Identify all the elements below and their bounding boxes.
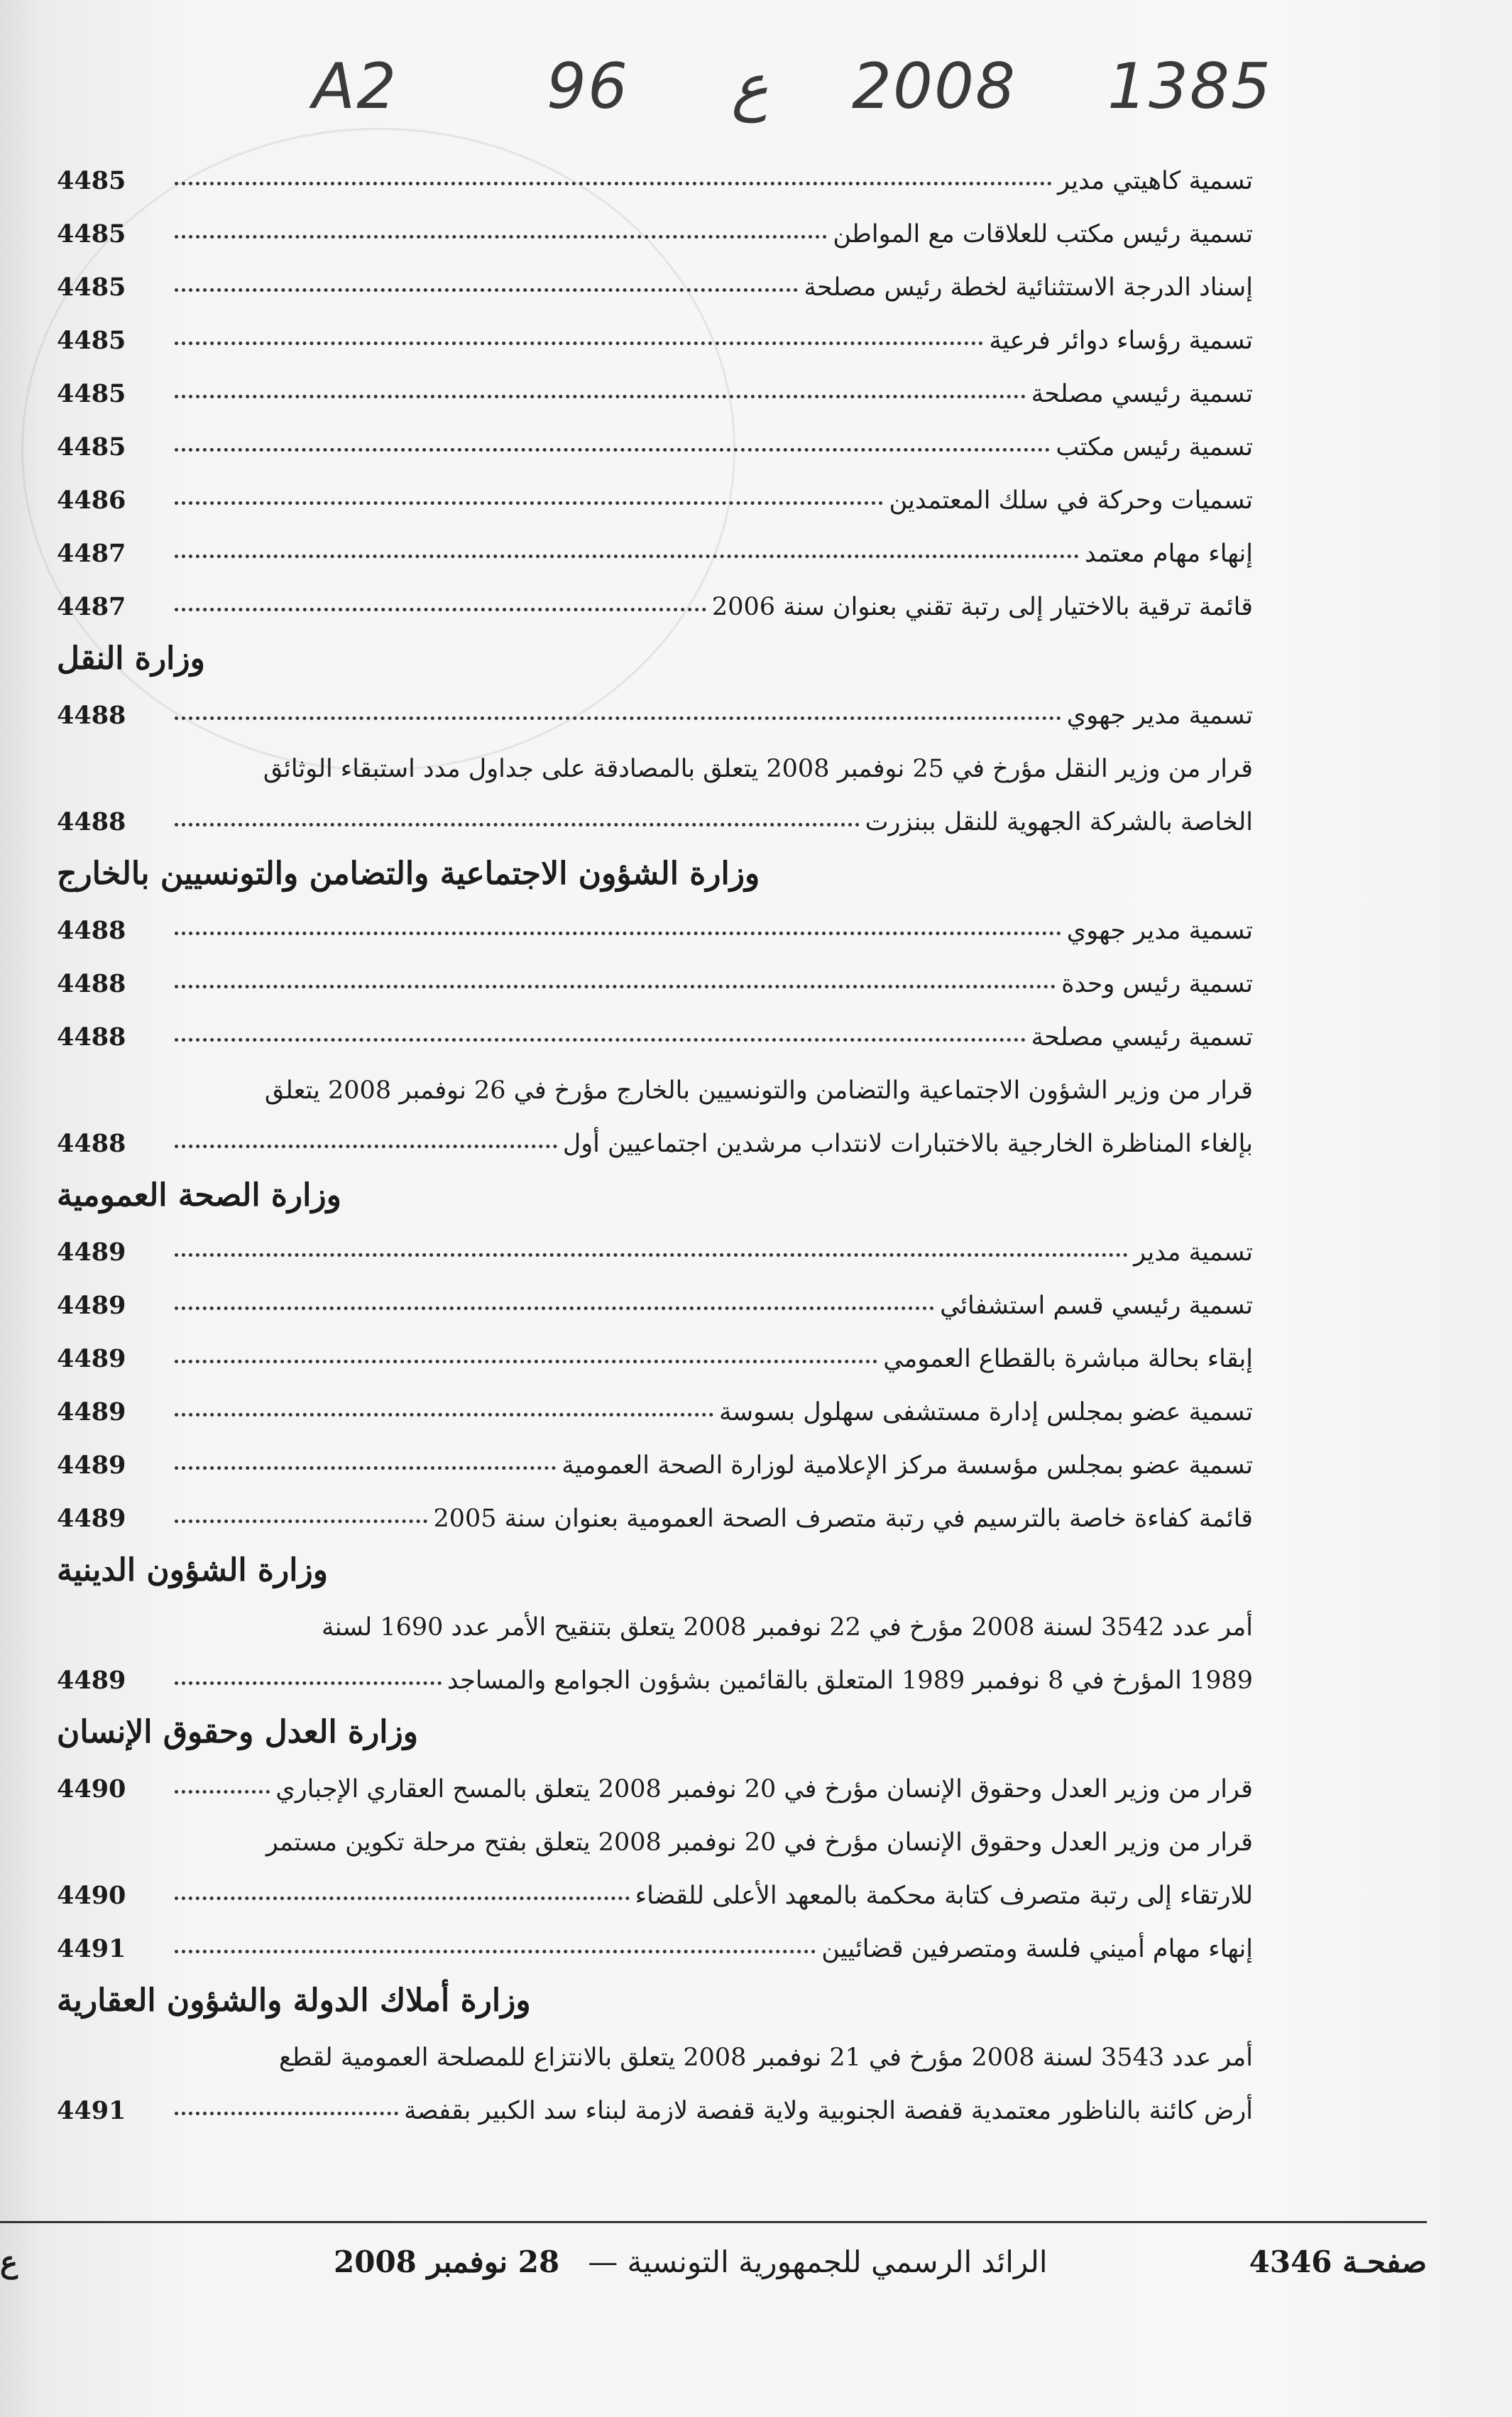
toc-entry-text: إنهاء مهام أميني فلسة ومتصرفين قضائيين [821, 1935, 1253, 1963]
section-heading [57, 1963, 1253, 2019]
toc-entry-text: تسمية رؤساء دوائر فرعية [989, 327, 1253, 355]
toc-entry-line [57, 998, 1253, 1052]
toc-entry-line [57, 1642, 1253, 1695]
toc-entry-text: للارتقاء إلى رتبة متصرف كتابة محكمة بالمعهد الأعلى للقضاء [635, 1882, 1253, 1910]
toc-entry-text: تسمية رئيس وحدة [1061, 970, 1253, 998]
section-heading-text: وزارة الشؤون الاجتماعية والتضامن والتونسيين بالخارج [57, 856, 760, 892]
toc-entry-line [57, 1373, 1253, 1426]
toc-page-number: 4485 [57, 166, 126, 195]
dot-leader [175, 932, 1061, 935]
dot-leader [175, 985, 1056, 988]
dot-leader [175, 1466, 556, 1470]
toc-entry-text: أمر عدد 3543 لسنة 2008 مؤرخ في 21 نوفمبر 2008 يتعلق بالانتزاع للمصلحة العمومية لقطع [278, 2044, 1253, 2072]
toc-page-number: 4487 [57, 592, 126, 621]
toc-page-number: 4489 [57, 1451, 126, 1480]
toc-entry-line [57, 408, 1253, 462]
dot-leader [175, 1360, 877, 1363]
toc-entry-line [57, 1910, 1253, 1963]
section-heading-text: وزارة العدل وحقوق الإنسان [57, 1714, 419, 1750]
dot-leader [175, 342, 983, 345]
toc-entry-text: 1989 المؤرخ في 8 نوفمبر 1989 المتعلق بالقائمين بشؤون الجوامع والمساجد [447, 1666, 1253, 1695]
toc-entry-line [57, 142, 1253, 195]
dot-leader [175, 1681, 442, 1685]
toc-entry-text: قائمة كفاءة خاصة بالترسيم في رتبة متصرف الصحة العمومية بعنوان سنة 2005 [433, 1505, 1253, 1533]
dot-leader [175, 555, 1079, 558]
toc-entry-line [57, 1213, 1253, 1267]
section-heading [57, 621, 1253, 677]
dot-leader [175, 448, 1050, 452]
footer-page-number: صفحـة 4346 [1249, 2244, 1427, 2279]
section-heading-text: وزارة أملاك الدولة والشؤون العقارية [57, 1982, 531, 2019]
dot-leader [175, 1413, 713, 1417]
toc-page-number: 4488 [57, 1022, 126, 1052]
toc-page-number: 4491 [57, 2096, 126, 2125]
toc-page-number: 4489 [57, 1504, 126, 1533]
toc-entry-line [57, 1750, 1253, 1804]
toc-page-number: 4485 [57, 432, 126, 462]
toc-page-number: 4485 [57, 273, 126, 302]
toc-entry-line [57, 249, 1253, 302]
toc-page-number: 4490 [57, 1774, 126, 1804]
toc-entry-line [57, 1588, 1253, 1642]
handwritten-year: 2008 [852, 50, 1017, 123]
page-footer [0, 2237, 1427, 2286]
dot-leader [175, 1253, 1128, 1257]
toc-entry-text: قائمة ترقية بالاختيار إلى رتبة تقني بعنوان سنة 2006 [711, 593, 1253, 621]
toc-entry-line [57, 1857, 1253, 1910]
toc-entry-text: تسمية عضو بمجلس مؤسسة مركز الإعلامية لوزارة الصحة العمومية [561, 1451, 1253, 1480]
toc-entry-line [57, 195, 1253, 249]
section-heading [57, 1533, 1253, 1588]
dot-leader [175, 235, 827, 239]
toc-page-number: 4486 [57, 486, 126, 515]
toc-entry-text: الخاصة بالشركة الجهوية للنقل ببنزرت [865, 808, 1253, 836]
toc-entry-text: قرار من وزير النقل مؤرخ في 25 نوفمبر 2008 يتعلق بالمصادقة على جداول مدد استبقاء الوثائق [263, 755, 1253, 783]
footer-date: 28 نوفمبر 2008 [334, 2244, 560, 2279]
dot-leader [175, 1038, 1026, 1042]
toc-entry-line [57, 2019, 1253, 2072]
toc-page-number: 4490 [57, 1881, 126, 1910]
toc-entry-line [57, 355, 1253, 408]
section-heading-text: وزارة الشؤون الدينية [57, 1552, 328, 1588]
toc-page-number: 4488 [57, 969, 126, 998]
toc-entry-text: تسمية مدير جهوي [1066, 702, 1253, 730]
toc-page-number: 4491 [57, 1934, 126, 1963]
toc-entry-text: تسميات وحركة في سلك المعتمدين [889, 486, 1253, 515]
handwritten-issue: 96 [547, 50, 629, 123]
handwritten-note [312, 28, 1320, 135]
toc-entry-text: قرار من وزير الشؤون الاجتماعية والتضامن والتونسيين بالخارج مؤرخ في 26 نوفمبر 2008 يتعلق [264, 1076, 1253, 1105]
toc-entry-text: قرار من وزير العدل وحقوق الإنسان مؤرخ في 20 نوفمبر 2008 يتعلق بالمسح العقاري الإجباري [275, 1775, 1253, 1804]
dot-leader [175, 182, 1052, 185]
toc-page-number: 4485 [57, 326, 126, 355]
toc-entry-line [57, 1426, 1253, 1480]
toc-entry-text: تسمية مدير [1134, 1238, 1253, 1267]
section-heading-text: وزارة النقل [57, 640, 205, 677]
toc-entry-line [57, 1480, 1253, 1533]
handwritten-letter: ع [731, 50, 769, 123]
toc-entry-text: تسمية رئيسي قسم استشفائي [940, 1292, 1253, 1320]
toc-page-number: 4488 [57, 807, 126, 836]
dot-leader [175, 608, 706, 611]
toc-entry-text: تسمية عضو بمجلس إدارة مستشفى سهلول بسوسة [719, 1398, 1253, 1426]
handwritten-number: 1385 [1107, 50, 1272, 123]
dot-leader [175, 823, 860, 826]
toc-page-number: 4488 [57, 701, 126, 730]
toc-entry-text: تسمية رئيس مكتب للعلاقات مع المواطن [833, 220, 1253, 249]
toc-entry-text: أمر عدد 3542 لسنة 2008 مؤرخ في 22 نوفمبر 2008 يتعلق بتنقيح الأمر عدد 1690 لسنة [322, 1613, 1253, 1642]
dot-leader [175, 1145, 557, 1148]
handwritten-ref: A2 [312, 50, 398, 123]
toc-page-number: 4485 [57, 219, 126, 249]
dot-leader [175, 716, 1061, 720]
dot-leader [175, 1897, 630, 1900]
toc-page-number: 4489 [57, 1291, 126, 1320]
dot-leader [175, 1950, 816, 1953]
toc-entry-text: إبقاء بحالة مباشرة بالقطاع العمومي [883, 1345, 1253, 1373]
toc-page-number: 4488 [57, 916, 126, 945]
toc-entry-line [57, 1052, 1253, 1105]
dot-leader [175, 1790, 270, 1794]
toc-page-number: 4489 [57, 1344, 126, 1373]
dot-leader [175, 288, 798, 292]
toc-entry-text: إسناد الدرجة الاستثنائية لخطة رئيس مصلحة [804, 273, 1253, 302]
table-of-contents [57, 142, 1253, 2125]
dot-leader [175, 1520, 427, 1523]
toc-page-number: 4489 [57, 1238, 126, 1267]
section-heading [57, 1695, 1253, 1750]
section-heading [57, 1158, 1253, 1213]
section-heading [57, 836, 1253, 892]
toc-entry-line [57, 462, 1253, 515]
dot-leader [175, 2112, 398, 2115]
toc-page-number: 4488 [57, 1129, 126, 1158]
toc-entry-line [57, 302, 1253, 355]
toc-page-number: 4487 [57, 539, 126, 568]
footer-edge-text: ع [0, 2244, 18, 2279]
toc-entry-line [57, 892, 1253, 945]
toc-entry-text: تسمية رئيسي مصلحة [1031, 380, 1253, 408]
toc-entry-line [57, 1320, 1253, 1373]
dot-leader [175, 1306, 934, 1310]
toc-page-number: 4489 [57, 1397, 126, 1426]
footer-publication: الرائد الرسمي للجمهورية التونسية — [588, 2244, 1048, 2279]
toc-entry-text: قرار من وزير العدل وحقوق الإنسان مؤرخ في 20 نوفمبر 2008 يتعلق بفتح مرحلة تكوين مستمر [265, 1828, 1253, 1857]
toc-entry-line [57, 677, 1253, 730]
toc-entry-text: تسمية رئيس مكتب [1056, 433, 1253, 462]
toc-page-number: 4485 [57, 379, 126, 408]
toc-entry-text: بإلغاء المناظرة الخارجية بالاختبارات لانتداب مرشدين اجتماعيين أول [562, 1130, 1253, 1158]
toc-entry-line [57, 568, 1253, 621]
toc-entry-line [57, 783, 1253, 836]
toc-page-number: 4489 [57, 1666, 126, 1695]
toc-entry-line [57, 1105, 1253, 1158]
toc-entry-text: إنهاء مهام معتمد [1085, 540, 1253, 568]
toc-entry-line [57, 1267, 1253, 1320]
toc-entry-line [57, 515, 1253, 568]
toc-entry-text: تسمية رئيسي مصلحة [1031, 1023, 1253, 1052]
footer-divider [0, 2221, 1427, 2223]
toc-entry-text: أرض كائنة بالناظور معتمدية قفصة الجنوبية ولاية قفصة لازمة لبناء سد الكبير بقفصة [404, 2097, 1253, 2125]
section-heading-text: وزارة الصحة العمومية [57, 1177, 341, 1213]
toc-entry-line [57, 730, 1253, 783]
dot-leader [175, 501, 883, 505]
toc-entry-text: تسمية كاهيتي مدير [1057, 167, 1253, 195]
toc-entry-line [57, 1804, 1253, 1857]
dot-leader [175, 395, 1026, 398]
toc-entry-text: تسمية مدير جهوي [1066, 917, 1253, 945]
toc-entry-line [57, 2072, 1253, 2125]
toc-entry-line [57, 945, 1253, 998]
